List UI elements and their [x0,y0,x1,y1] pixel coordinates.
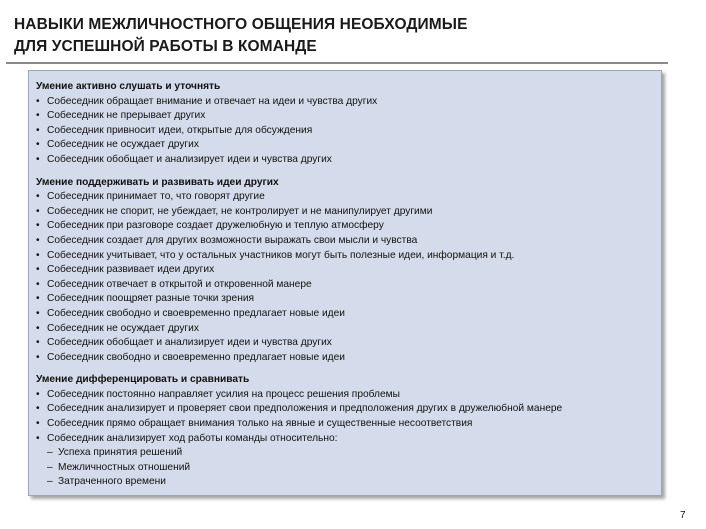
list-item: • Собеседник обобщает и анализирует идеи и чувства других [36,153,661,168]
list-item: • Собеседник прямо обращает внимания только на явные и существенные несоответствия [36,417,661,432]
section-active-listening [36,80,661,168]
sub-list-item: – Успеха принятия решений [36,446,661,461]
page-number: 7 [680,510,686,521]
sub-list-item: – Затраченного времени [36,475,661,490]
list-item: • Собеседник не спорит, не убеждает, не контролирует и не манипулирует другими [36,205,661,220]
page-title [14,14,634,58]
title-divider [6,62,668,64]
sub-list-item: – Межличностных отношений [36,461,661,476]
list-item: • Собеседник привносит идеи, открытые для обсуждения [36,124,661,139]
section-support-ideas [36,176,661,366]
list-item: • Собеседник не прерывает других [36,109,661,124]
list-item: • Собеседник развивает идеи других [36,263,661,278]
list-item: • Собеседник не осуждает других [36,322,661,337]
list-item: • Собеседник свободно и своевременно предлагает новые идеи [36,307,661,322]
skills-content-box [28,70,662,496]
list-item: • Собеседник не осуждает других [36,138,661,153]
list-item: • Собеседник поощряет разные точки зрения [36,292,661,307]
page-title-line-2: ДЛЯ УСПЕШНОЙ РАБОТЫ В КОМАНДЕ [14,38,317,55]
page-title-line-1: НАВЫКИ МЕЖЛИЧНОСТНОГО ОБЩЕНИЯ НЕОБХОДИМЫЕ [14,16,468,33]
list-item: • Собеседник учитывает, что у остальных участников могут быть полезные идеи, информация и т.д. [36,249,661,264]
list-item: • Собеседник при разговоре создает дружелюбную и теплую атмосферу [36,219,661,234]
list-item: • Собеседник отвечает в открытой и откровенной манере [36,278,661,293]
section-differentiate-compare [36,373,661,490]
section-title: Умение активно слушать и уточнять [36,81,221,92]
section-title: Умение поддерживать и развивать идеи других [36,176,279,188]
list-item: • Собеседник анализирует и проверяет свои предположения и предположения других в дружелюбной манере [36,402,661,417]
list-item: • Собеседник обобщает и анализирует идеи и чувства других [36,336,661,351]
list-item: • Собеседник постоянно направляет усилия на процесс решения проблемы [36,388,661,403]
list-item: • Собеседник обращает внимание и отвечает на идеи и чувства других [36,95,661,110]
list-item: • Собеседник анализирует ход работы команды относительно: [36,432,661,447]
list-item: • Собеседник свободно и своевременно предлагает новые идеи [36,351,661,366]
list-item: • Собеседник принимает то, что говорят другие [36,190,661,205]
list-item: • Собеседник создает для других возможности выражать свои мысли и чувства [36,234,661,249]
section-title: Умение дифференцировать и сравнивать [36,374,250,386]
